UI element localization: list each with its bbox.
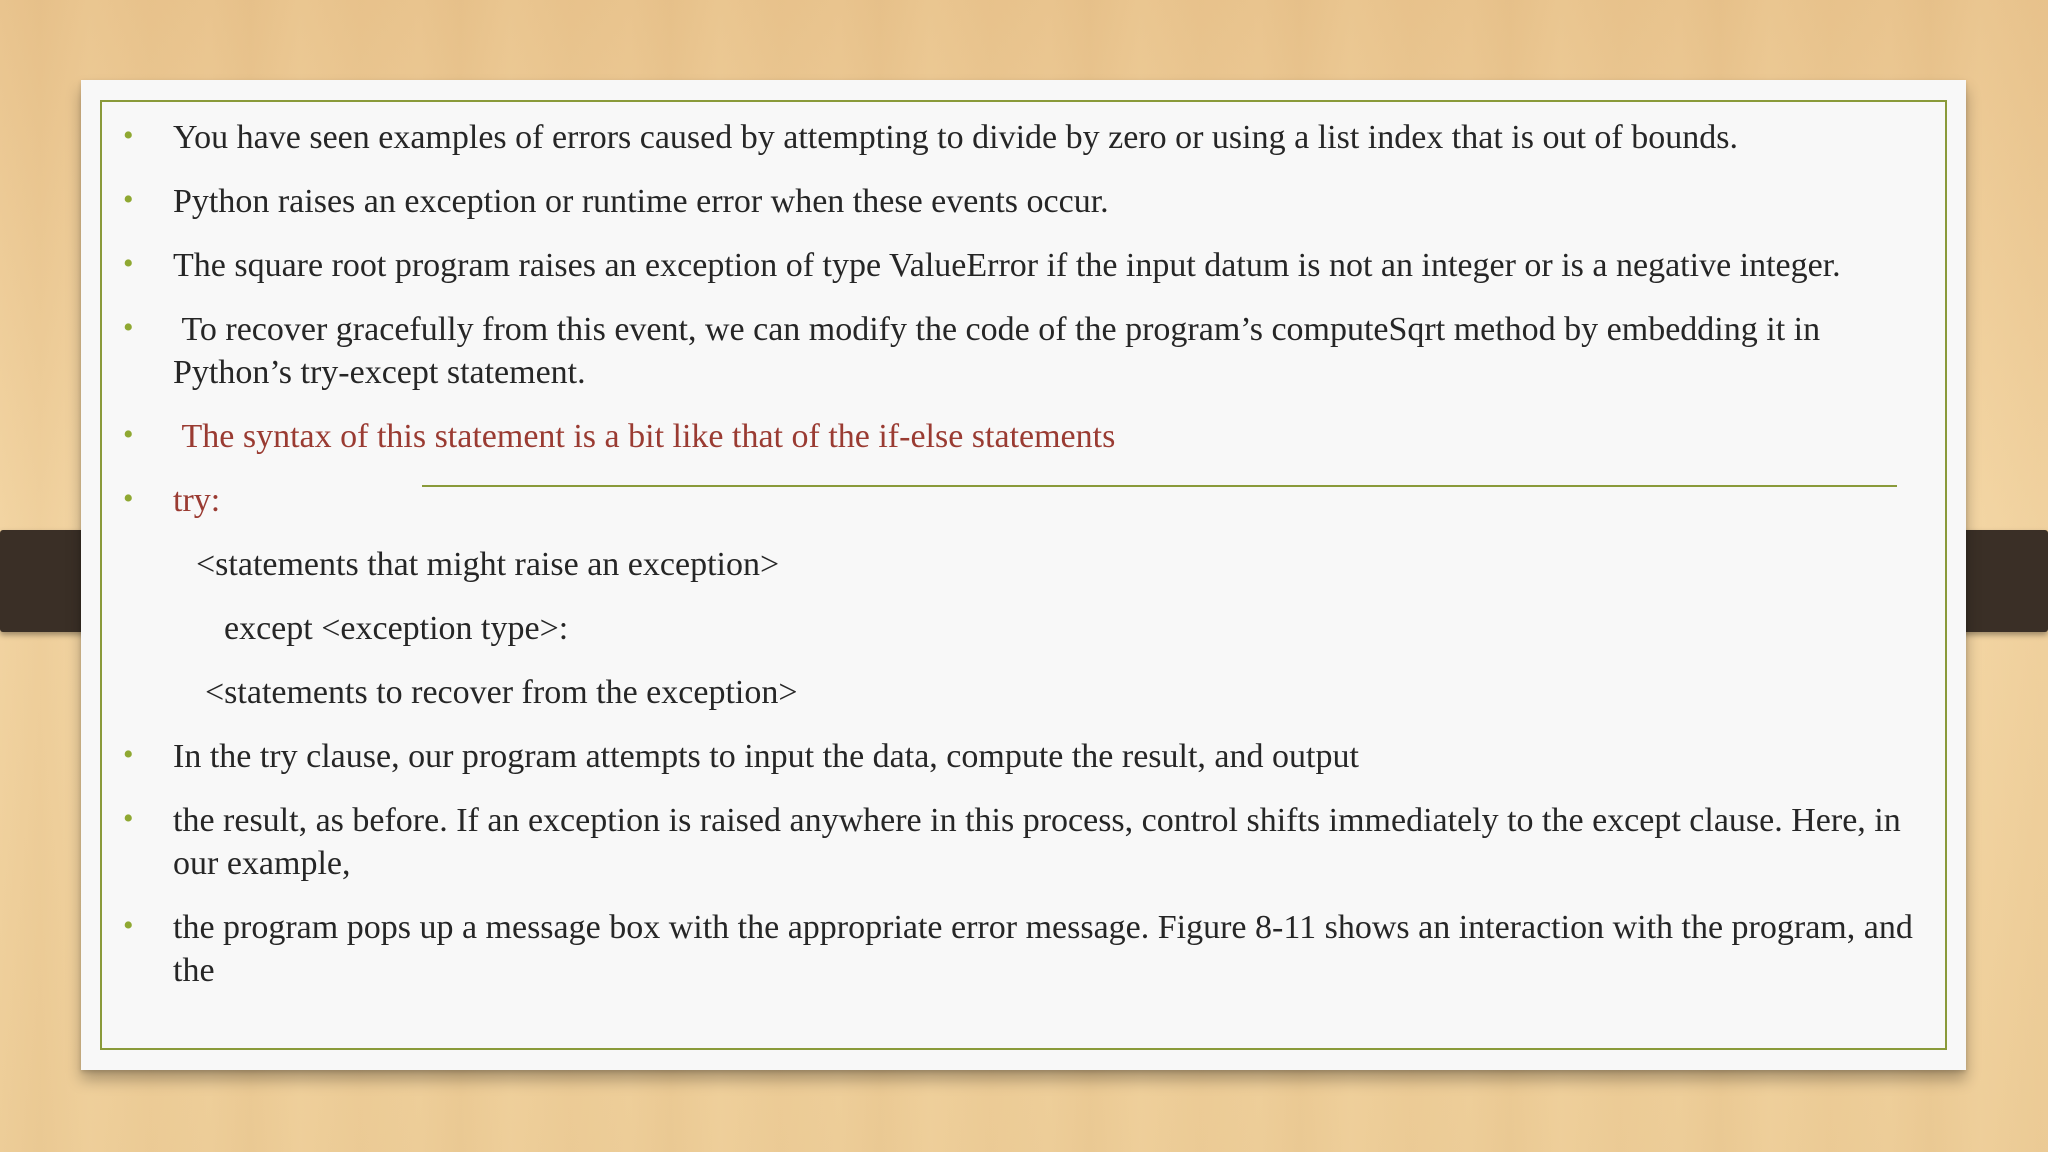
bullet-icon: •: [123, 311, 134, 344]
code-line: [123, 543, 1943, 586]
code-text: <statements that might raise an exception>: [196, 546, 780, 583]
bullet-icon: •: [123, 119, 134, 152]
bullet-icon: •: [123, 802, 134, 835]
bullet-text: To recover gracefully from this event, we can modify the code of the program’s computeSqrt method by embedding it in Python’s try-except statement.: [173, 311, 1829, 391]
bullet-text: In the try clause, our program attempts to input the data, compute the result, and output: [173, 738, 1359, 775]
bullet-item: [123, 415, 1943, 458]
bullet-text: try:: [173, 482, 221, 519]
code-text: except <exception type>:: [224, 610, 569, 647]
bullet-icon: •: [123, 738, 134, 771]
code-line: [123, 671, 1943, 714]
code-text: <statements to recover from the exception>: [205, 674, 798, 711]
bullet-text: the result, as before. If an exception is raised anywhere in this process, control shifts immediately to the except clause. Here, in our example,: [173, 802, 1901, 882]
bullet-text: the program pops up a message box with the appropriate error message. Figure 8-11 shows an interaction with the program, and the: [173, 909, 1913, 989]
bullet-icon: •: [123, 482, 134, 515]
bullet-text: You have seen examples of errors caused by attempting to divide by zero or using a list index that is out of bounds.: [173, 119, 1738, 156]
bullet-text: The square root program raises an exception of type ValueError if the input datum is not an integer or is a negative integer.: [173, 247, 1841, 284]
bullet-item: [123, 116, 1943, 159]
bullet-item: [123, 244, 1943, 287]
bullet-item: [123, 308, 1943, 394]
bullet-text: The syntax of this statement is a bit like that of the if-else statements: [173, 418, 1116, 455]
slide-content: [123, 116, 1943, 1013]
bullet-item: [123, 479, 1943, 522]
slide-card: [81, 80, 1966, 1070]
bullet-icon: •: [123, 418, 134, 451]
bullet-item: [123, 799, 1943, 885]
bullet-icon: •: [123, 247, 134, 280]
bullet-icon: •: [123, 909, 134, 942]
code-line: [123, 607, 1943, 650]
bullet-item: [123, 735, 1943, 778]
bullet-item: [123, 180, 1943, 223]
bullet-icon: •: [123, 183, 134, 216]
bullet-text: Python raises an exception or runtime error when these events occur.: [173, 183, 1109, 220]
bullet-item: [123, 906, 1943, 992]
